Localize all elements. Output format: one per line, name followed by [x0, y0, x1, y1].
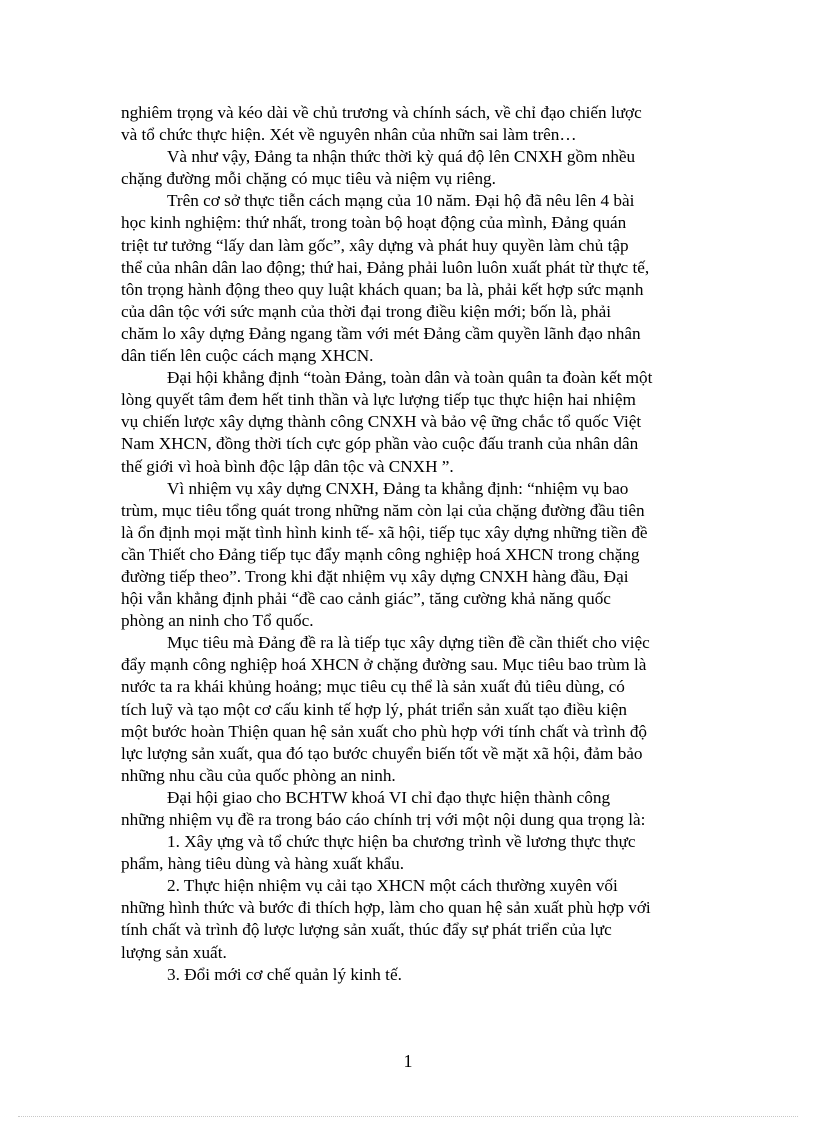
text-line: chăm lo xây dựng Đảng ngang tầm với mét Đảng cầm quyền lãnh đạo nhân	[121, 323, 641, 343]
text-line: Vì nhiệm vụ xây dựng CNXH, Đảng ta khẳng định: “nhiệm vụ bao	[167, 478, 629, 498]
page-number: 1	[403, 1051, 413, 1071]
text-line: đường tiếp theo”. Trong khi đặt nhiệm vụ xây dựng CNXH hàng đầu, Đại	[121, 566, 629, 586]
text-line: 3. Đổi mới cơ chế quản lý kinh tế.	[167, 964, 402, 984]
text-line: những hình thức và bước đi thích hợp, làm cho quan hệ sản xuất phù hợp với	[121, 898, 651, 918]
text-line: hội vẫn khẳng định phải “đề cao cảnh giác”, tăng cường khả năng quốc	[121, 589, 611, 609]
text-line: trùm, mục tiêu tổng quát trong những năm còn lại của chặng đường đầu tiên	[121, 500, 645, 520]
text-line: Trên cơ sở thực tiễn cách mạng của 10 năm. Đại hộ đã nêu lên 4 bài	[167, 191, 635, 211]
text-line: nước ta ra khái khủng hoảng; mục tiêu cụ thể là sản xuất đủ tiêu dùng, có	[121, 677, 625, 697]
text-line: đẩy mạnh công nghiệp hoá XHCN ở chặng đường sau. Mục tiêu bao trùm là	[121, 655, 647, 675]
text-line: lòng quyết tâm đem hết tinh thần và lực lượng tiếp tục thực hiện hai nhiệm	[121, 390, 636, 410]
text-line: Mục tiêu mà Đảng đề ra là tiếp tục xây dựng tiền đề cần thiết cho việc	[167, 633, 650, 653]
text-line: những nhu cầu của quốc phòng an ninh.	[121, 765, 396, 785]
text-line: thế giới vì hoà bình độc lập dân tộc và CNXH ”.	[121, 456, 454, 476]
text-line: tôn trọng hành động theo quy luật khách quan; ba là, phải kết hợp sức mạnh	[121, 279, 644, 299]
text-line: tích luỹ và tạo một cơ cấu kinh tế hợp lý, phát triển sản xuất tạo điều kiện	[121, 699, 627, 719]
text-line: dân tiến lên cuộc cách mạng XHCN.	[121, 346, 374, 366]
text-line: Và như vậy, Đảng ta nhận thức thời kỳ quá độ lên CNXH gồm nhều	[167, 147, 636, 167]
text-line: Đại hội khẳng định “toàn Đảng, toàn dân và toàn quân ta đoàn kết một	[167, 368, 653, 388]
text-line: học kinh nghiệm: thứ nhất, trong toàn bộ hoạt động của mình, Đảng quán	[121, 213, 627, 233]
text-line: phẩm, hàng tiêu dùng và hàng xuất khẩu.	[121, 854, 405, 874]
text-line: là ổn định mọi mặt tình hình kinh tế- xã hội, tiếp tục xây dựng những tiền đề	[121, 522, 648, 542]
text-line: tính chất và trình độ lược lượng sản xuất, thúc đẩy sự phát triển của lực	[121, 920, 612, 940]
text-line: cần Thiết cho Đảng tiếp tục đẩy mạnh công nghiệp hoá XHCN trong chặng	[121, 544, 640, 564]
text-line: 1. Xây ựng và tổ chức thực hiện ba chương trình về lương thực thực	[167, 832, 636, 852]
text-line: của dân tộc với sức mạnh của thời đại trong điều kiện mới; bốn là, phải	[121, 301, 612, 321]
text-line: lực lượng sản xuất, qua đó tạo bước chuyển biến tốt về mặt xã hội, đảm bảo	[121, 743, 643, 763]
text-line: chặng đường mỗi chặng có mục tiêu và niệm vụ riêng.	[121, 169, 496, 189]
text-line: nghiêm trọng và kéo dài về chủ trương và chính sách, về chỉ đạo chiến lược	[121, 103, 642, 122]
text-line: vụ chiến lược xây dựng thành công CNXH và bảo vệ ững chắc tổ quốc Việt	[121, 412, 642, 432]
body-text	[121, 102, 711, 986]
text-line: lượng sản xuất.	[121, 942, 227, 962]
page-bottom-rule	[18, 1116, 798, 1117]
text-line: một bước hoàn Thiện quan hệ sản xuất cho phù hợp với tính chất và trình độ	[121, 721, 648, 741]
text-line: và tổ chức thực hiện. Xét về nguyên nhân của nhữn sai làm trên…	[121, 125, 577, 145]
text-line: 2. Thực hiện nhiệm vụ cải tạo XHCN một cách thường xuyên vối	[167, 876, 618, 896]
text-line: phòng an ninh cho Tổ quốc.	[121, 611, 314, 631]
text-line: thể của nhân dân lao động; thứ hai, Đảng phải luôn luôn xuất phát từ thực tế,	[121, 257, 650, 277]
text-line: triệt tư tưởng “lấy dan làm gốc”, xây dựng và phát huy quyền làm chủ tập	[121, 235, 629, 255]
text-line: Đại hội giao cho BCHTW khoá VI chỉ đạo thực hiện thành công	[167, 787, 611, 807]
text-line: những nhiệm vụ đề ra trong báo cáo chính trị với một nội dung qua trọng là:	[121, 810, 646, 829]
text-line: Nam XHCN, đồng thời tích cực góp phần vào cuộc đấu tranh của nhân dân	[121, 434, 639, 454]
